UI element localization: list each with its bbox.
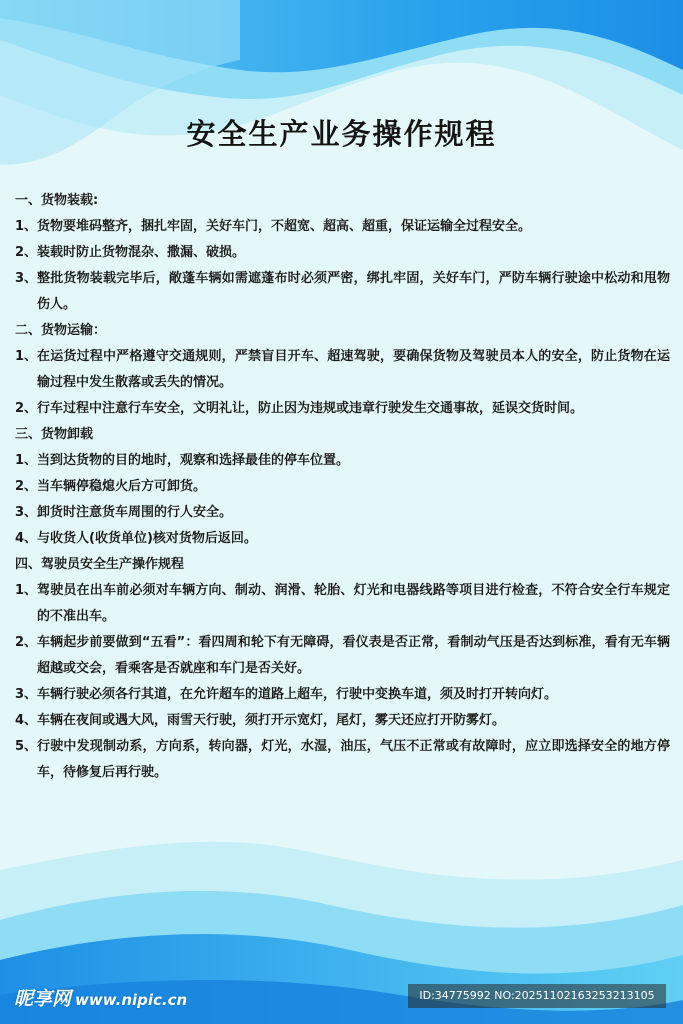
section-heading: 三、货物卸载 bbox=[15, 427, 94, 442]
rule-item bbox=[15, 240, 670, 266]
rule-item-text: 车辆在夜间或遇大风，雨雪天行驶，须打开示宽灯，尾灯，雾天还应打开防雾灯。 bbox=[37, 713, 506, 728]
rule-item bbox=[15, 500, 670, 526]
rule-item bbox=[15, 734, 670, 786]
rule-item bbox=[15, 526, 670, 552]
section-heading: 四、驾驶员安全生产操作规程 bbox=[15, 557, 185, 572]
rule-item-text: 整批货物装载完毕后，敞蓬车辆如需遮蓬布时必须严密，绑扎牢固，关好车门，严防车辆行驶途中松动和甩物伤人。 bbox=[37, 271, 670, 312]
rule-item-text: 驾驶员在出车前必须对车辆方向、制动、润滑、轮胎、灯光和电器线路等项目进行检查，不符合安全行车规定的不准出车。 bbox=[37, 583, 670, 624]
rule-item-text: 货物要堆码整齐，捆扎牢固，关好车门，不超宽、超高、超重，保证运输全过程安全。 bbox=[37, 219, 532, 234]
rule-item-number: 3、 bbox=[15, 687, 38, 702]
rules-body bbox=[15, 188, 670, 786]
rule-item-number: 2、 bbox=[15, 245, 38, 260]
rule-item-number: 2、 bbox=[15, 401, 38, 416]
rule-item bbox=[15, 214, 670, 240]
rule-item-number: 5、 bbox=[15, 739, 38, 754]
rule-item bbox=[15, 708, 670, 734]
rule-item bbox=[15, 682, 670, 708]
rule-item-number: 4、 bbox=[15, 713, 38, 728]
rule-item-text: 车辆起步前要做到“五看”：看四周和轮下有无障碍，看仪表是否正常，看制动气压是否达到标准，看有无车辆超越或交会，看乘客是否就座和车门是否关好。 bbox=[37, 635, 670, 676]
watermark-site: www.nipic.cn bbox=[75, 991, 188, 1009]
rule-item-text: 在运货过程中严格遵守交通规则，严禁盲目开车、超速驾驶，要确保货物及驾驶员本人的安全，防止货物在运输过程中发生散落或丢失的情况。 bbox=[37, 349, 670, 390]
section-heading: 二、货物运输： bbox=[15, 323, 107, 338]
rule-item-number: 3、 bbox=[15, 505, 38, 520]
rule-item bbox=[15, 578, 670, 630]
rule-item-number: 2、 bbox=[15, 635, 38, 650]
rule-item-text: 卸货时注意货车周围的行人安全。 bbox=[37, 505, 233, 520]
rule-item-number: 1、 bbox=[15, 219, 38, 234]
rule-item bbox=[15, 448, 670, 474]
rule-item bbox=[15, 344, 670, 396]
rule-item-text: 与收货人(收货单位)核对货物后返回。 bbox=[37, 531, 257, 546]
rule-item bbox=[15, 474, 670, 500]
rule-item-number: 1、 bbox=[15, 453, 38, 468]
rule-item-number: 1、 bbox=[15, 349, 38, 364]
rule-item-text: 行车过程中注意行车安全，文明礼让，防止因为违规或违章行驶发生交通事故，延误交货时间。 bbox=[37, 401, 584, 416]
image-id-bar: ID:34775992 NO:20251102163253213105 bbox=[408, 984, 666, 1008]
watermark-logo-text: 昵享网 bbox=[14, 988, 72, 1010]
rule-item-text: 当到达货物的目的地时，观察和选择最佳的停车位置。 bbox=[37, 453, 350, 468]
rule-item-text: 装载时防止货物混杂、撒漏、破损。 bbox=[37, 245, 246, 260]
page-title: 安全生产业务操作规程 bbox=[186, 117, 497, 151]
rule-item bbox=[15, 396, 670, 422]
rule-item bbox=[15, 630, 670, 682]
rule-item-text: 当车辆停稳熄火后方可卸货。 bbox=[37, 479, 207, 494]
rule-item-number: 3、 bbox=[15, 271, 38, 286]
rule-item-number: 2、 bbox=[15, 479, 38, 494]
rule-item-text: 行驶中发现制动系，方向系，转向器，灯光，水湿，油压，气压不正常或有故障时，应立即选择安全的地方停车，待修复后再行驶。 bbox=[37, 739, 670, 780]
rule-item-number: 1、 bbox=[15, 583, 38, 598]
rule-item-text: 车辆行驶必须各行其道，在允许超车的道路上超车，行驶中变换车道，须及时打开转向灯。 bbox=[37, 687, 558, 702]
section-heading: 一、货物装载: bbox=[15, 193, 99, 208]
rule-item bbox=[15, 266, 670, 318]
watermark-logo bbox=[14, 984, 187, 1011]
rule-item-number: 4、 bbox=[15, 531, 38, 546]
